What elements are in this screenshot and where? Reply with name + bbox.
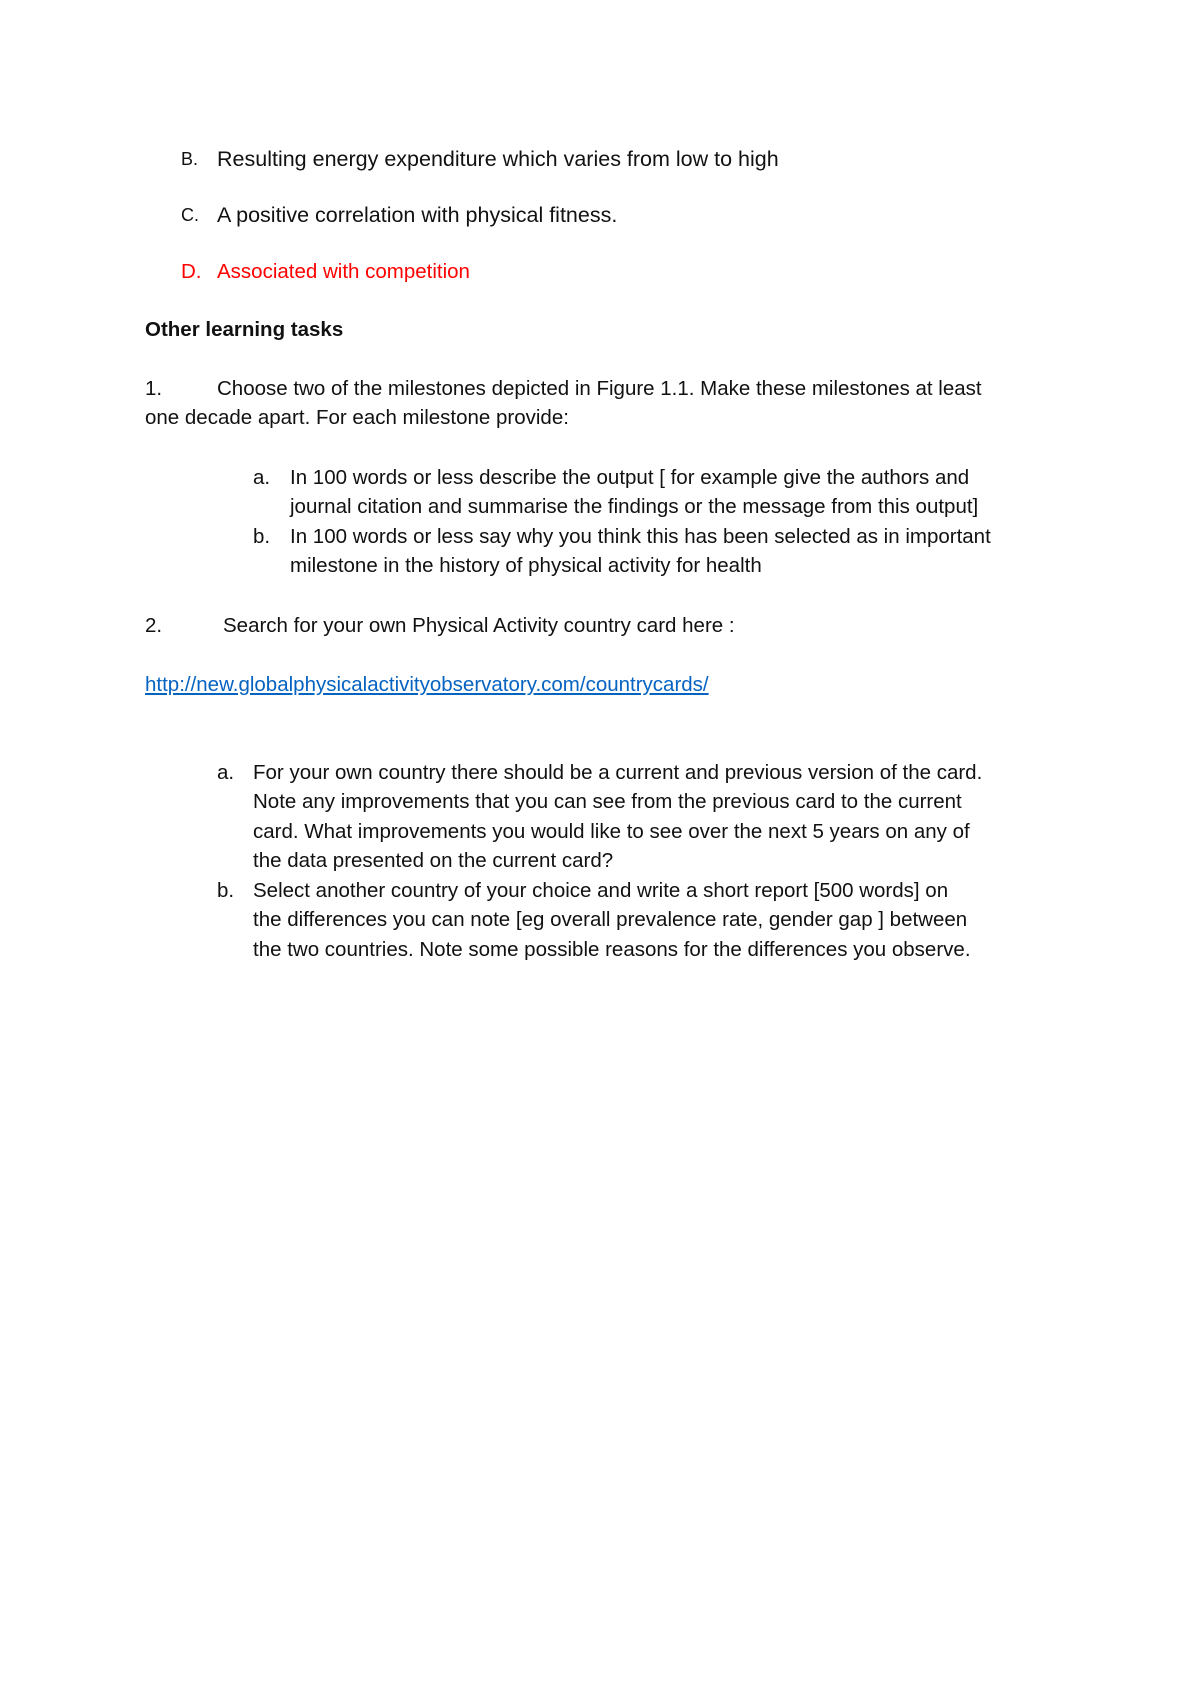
option-c-letter: C. (181, 205, 199, 225)
country-cards-link[interactable]: http://new.globalphysicalactivityobservatory.com/countrycards/ (145, 673, 709, 696)
task1-item-a-line1: In 100 words or less describe the output [ for example give the authors and (290, 466, 970, 489)
option-c-text: A positive correlation with physical fitness. (217, 203, 618, 227)
task2-item-b-line2: the differences you can note [eg overall prevalence rate, gender gap ] between (253, 908, 968, 931)
task2-item-a-line2: Note any improvements that you can see from the previous card to the current (253, 790, 962, 813)
option-b-letter: B. (181, 149, 199, 169)
task1-item-b-letter: b. (253, 525, 271, 548)
task2-number: 2. (145, 614, 163, 637)
task2-item-b-line3: the two countries. Note some possible reasons for the differences you observe. (253, 938, 971, 961)
task1-number: 1. (145, 377, 163, 400)
task2-item-a-line3: card. What improvements you would like to see over the next 5 years on any of (253, 820, 970, 843)
task1-item-a-line2: journal citation and summarise the findings or the message from this output] (290, 495, 979, 518)
task1-text-line1: Choose two of the milestones depicted in Figure 1.1. Make these milestones at least (217, 377, 982, 400)
task2-item-a-letter: a. (217, 761, 235, 784)
task2-item-a-line1: For your own country there should be a current and previous version of the card. (253, 761, 983, 784)
option-d-letter: D. (181, 260, 202, 283)
task1-item-b-line2: milestone in the history of physical activity for health (290, 554, 762, 577)
task2-item-b-line1: Select another country of your choice and write a short report [500 words] on (253, 879, 949, 902)
section-heading: Other learning tasks (145, 318, 344, 341)
option-b-text: Resulting energy expenditure which varies from low to high (217, 147, 779, 171)
option-d-text: Associated with competition (217, 260, 470, 283)
task1-item-b-line1: In 100 words or less say why you think this has been selected as in important (290, 525, 991, 548)
task1-item-a-letter: a. (253, 466, 271, 489)
task1-text-line2: one decade apart. For each milestone provide: (145, 406, 569, 429)
task2-text: Search for your own Physical Activity country card here : (223, 614, 735, 637)
task2-item-a-line4: the data presented on the current card? (253, 849, 614, 872)
task2-item-b-letter: b. (217, 879, 235, 902)
